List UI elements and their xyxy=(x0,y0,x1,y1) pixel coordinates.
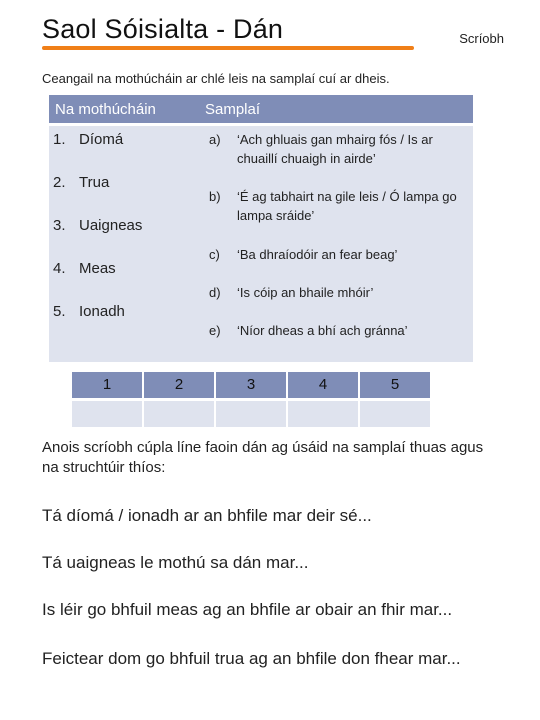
answer-number: 3 xyxy=(216,372,286,398)
example-letter: c) xyxy=(209,247,220,262)
answer-number: 1 xyxy=(72,372,142,398)
example-item xyxy=(209,130,471,168)
instruction-text: Ceangail na mothúcháin ar chlé leis na samplaí cuí ar dheis. xyxy=(42,71,390,86)
answer-cell[interactable] xyxy=(72,401,142,427)
example-item xyxy=(209,321,471,340)
emotion-number: 2. xyxy=(53,174,66,191)
emotion-item xyxy=(53,303,125,320)
emotion-item xyxy=(53,260,116,277)
answer-grid xyxy=(72,370,432,429)
emotion-number: 1. xyxy=(53,131,66,148)
emotion-number: 3. xyxy=(53,217,66,234)
emotion-number: 4. xyxy=(53,260,66,277)
example-quote: ‘Is cóip an bhaile mhóir’ xyxy=(237,285,374,300)
emotion-label: Uaigneas xyxy=(79,217,143,234)
example-letter: e) xyxy=(209,323,221,338)
answer-cell[interactable] xyxy=(360,401,430,427)
emotion-label: Trua xyxy=(79,174,110,191)
answer-cell[interactable] xyxy=(144,401,214,427)
column-header-examples: Samplaí xyxy=(205,101,261,118)
column-header-emotions: Na mothúcháin xyxy=(55,101,156,118)
sentence-starter: Feictear dom go bhfuil trua ag an bhfile don fhear mar... xyxy=(42,649,461,668)
answer-cell[interactable] xyxy=(288,401,358,427)
section-tag: Scríobh xyxy=(459,31,504,46)
answer-number: 4 xyxy=(288,372,358,398)
emotion-label: Meas xyxy=(79,260,116,277)
emotion-item xyxy=(53,217,142,234)
emotion-item xyxy=(53,174,109,191)
sentence-starter: Tá uaigneas le mothú sa dán mar... xyxy=(42,553,309,572)
example-item xyxy=(209,283,471,302)
answer-cell[interactable] xyxy=(216,401,286,427)
example-quote: ‘Ba dhraíodóir an fear beag’ xyxy=(237,247,398,262)
example-letter: d) xyxy=(209,285,221,300)
example-quote: ‘Níor dheas a bhí ach gránna’ xyxy=(237,323,408,338)
emotion-number: 5. xyxy=(53,303,66,320)
example-quote: ‘Ach ghluais gan mhairg fós / Is ar chuaillí chuaigh in airde’ xyxy=(237,132,433,166)
example-letter: b) xyxy=(209,189,221,204)
title-underline xyxy=(42,46,414,50)
emotion-label: Ionadh xyxy=(79,303,125,320)
page-title: Saol Sóisialta - Dán xyxy=(42,14,284,44)
emotion-item xyxy=(53,131,123,148)
table-header xyxy=(49,95,473,123)
example-letter: a) xyxy=(209,132,221,147)
example-item xyxy=(209,245,471,264)
writing-prompt: Anois scríobh cúpla líne faoin dán ag úsáid na samplaí thuas agus na struchtúir thíos: xyxy=(42,439,484,476)
emotion-label: Díomá xyxy=(79,131,124,148)
example-item xyxy=(209,187,471,225)
example-quote: ‘É ag tabhairt na gile leis / Ó lampa go lampa sráide’ xyxy=(237,189,457,223)
answer-number: 2 xyxy=(144,372,214,398)
matching-table xyxy=(49,95,473,362)
sentence-starter: Tá díomá / ionadh ar an bhfile mar deir sé... xyxy=(42,506,372,525)
sentence-starter: Is léir go bhfuil meas ag an bhfile ar obair an fhir mar... xyxy=(42,600,453,619)
answer-number: 5 xyxy=(360,372,430,398)
header-divider xyxy=(49,123,473,126)
